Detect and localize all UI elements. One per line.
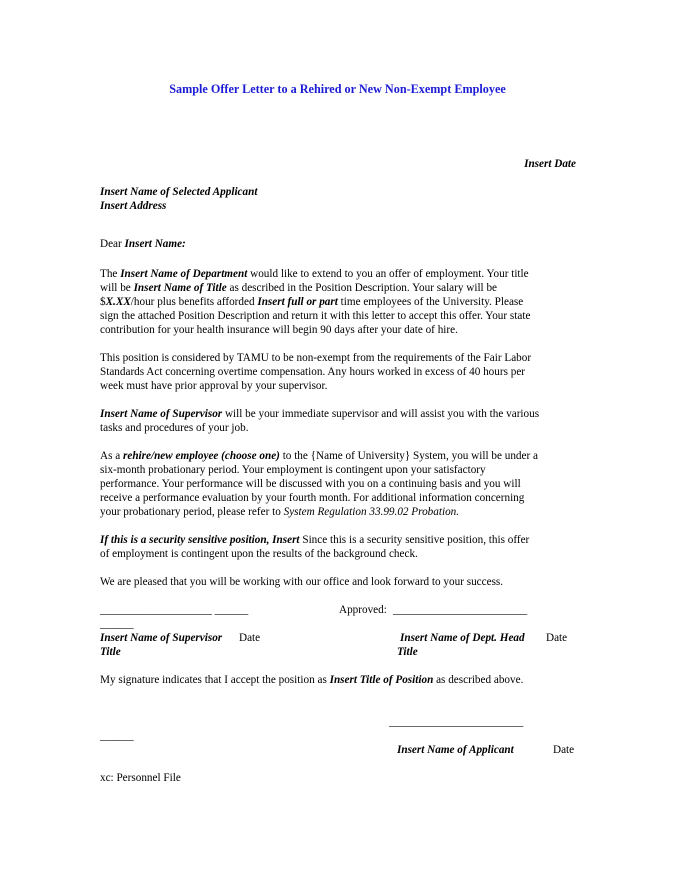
supervisor-title-label: Title bbox=[100, 646, 121, 658]
paragraph-closing: We are pleased that you will be working with our office and look forward to your success. bbox=[100, 576, 504, 588]
supervisor-signature-line: ____________________ ______ bbox=[100, 604, 249, 616]
applicant-date-line: ______ bbox=[100, 730, 134, 742]
date-placeholder: Insert Date bbox=[524, 158, 576, 170]
dept-head-signature-line: ________________________ bbox=[393, 604, 528, 616]
salutation-name: Insert Name: bbox=[124, 238, 186, 250]
salutation-prefix: Dear bbox=[100, 238, 125, 250]
approved-label: Approved: bbox=[339, 604, 387, 616]
recipient-address: Insert Address bbox=[100, 200, 167, 212]
dept-head-name-placeholder: Insert Name of Dept. Head bbox=[400, 632, 525, 644]
acceptance-statement: My signature indicates that I accept the position as Insert Title of Position as described above. bbox=[100, 674, 524, 686]
supervisor-name-placeholder: Insert Name of Supervisor bbox=[100, 632, 223, 644]
supervisor-date-line: ______ bbox=[100, 618, 134, 630]
dept-head-date-label: Date bbox=[546, 632, 568, 644]
applicant-name-placeholder: Insert Name of Applicant bbox=[397, 744, 514, 756]
recipient-name: Insert Name of Selected Applicant bbox=[100, 186, 258, 198]
dept-head-title-label: Title bbox=[397, 646, 418, 658]
cc-line: xc: Personnel File bbox=[100, 772, 181, 784]
applicant-date-label: Date bbox=[553, 744, 575, 756]
supervisor-date-label: Date bbox=[239, 632, 261, 644]
applicant-signature-line: ________________________ bbox=[389, 716, 524, 728]
page-title: Sample Offer Letter to a Rehired or New Non-Exempt Employee bbox=[169, 82, 506, 96]
salutation bbox=[100, 237, 580, 252]
